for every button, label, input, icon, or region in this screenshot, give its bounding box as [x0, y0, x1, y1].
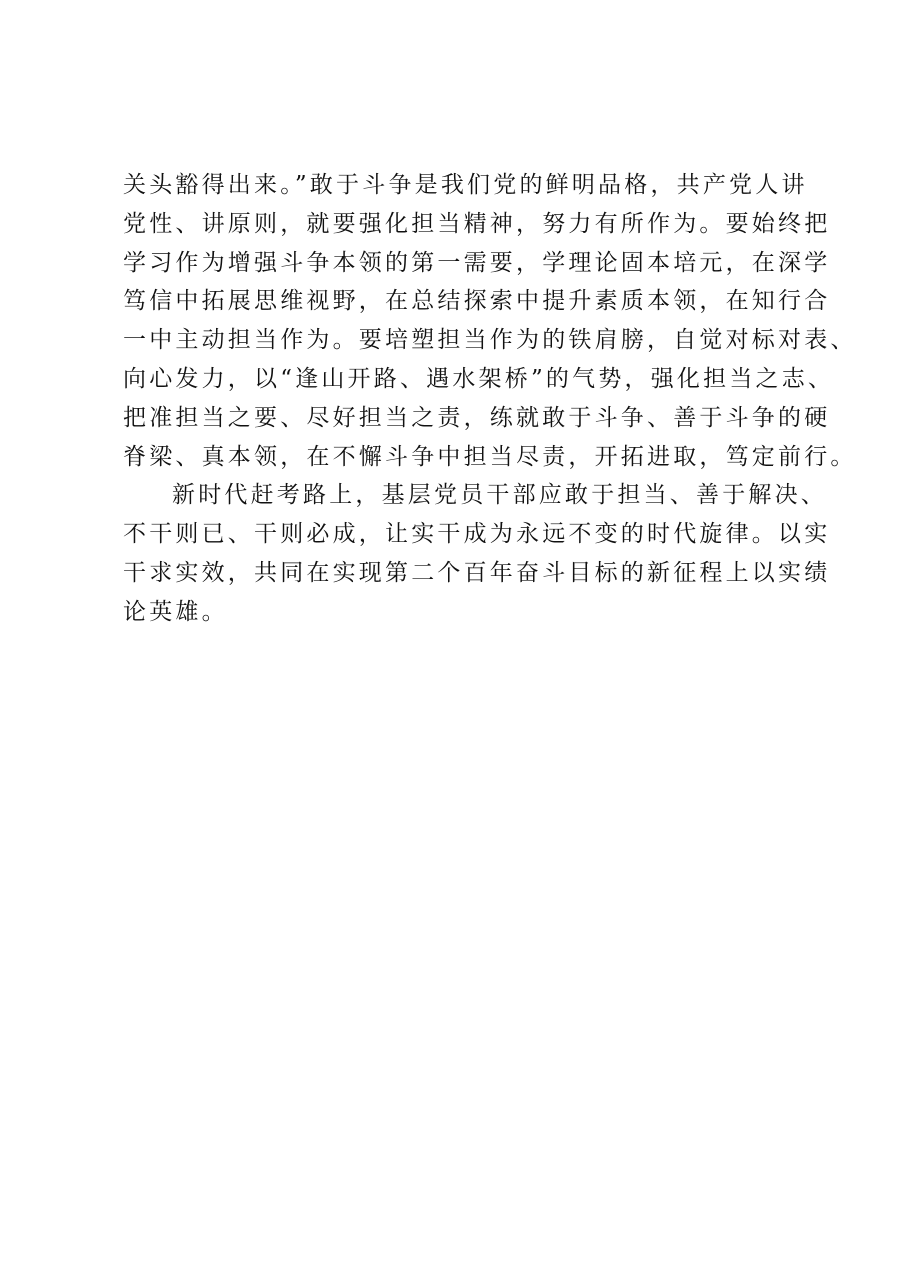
- paragraph-line: 不干则已、干则必成，让实干成为永远不变的时代旋律。以实: [123, 521, 831, 548]
- paragraph-line: 论英雄。: [123, 598, 228, 625]
- paragraph-line: 关头豁得出来。”敢于斗争是我们党的鲜明品格，共产党人讲: [123, 172, 808, 198]
- paragraph-line: 笃信中拓展思维视野，在总结探索中提升素质本领，在知行合: [123, 288, 831, 315]
- paragraph-line: 一中主动担当作为。要培塑担当作为的铁肩膀，自觉对标对表、: [123, 327, 857, 354]
- document-body: [123, 166, 857, 632]
- paragraph-line: 学习作为增强斗争本领的第一需要，学理论固本培元，在深学: [123, 249, 831, 276]
- paragraph-line: 把准担当之要、尽好担当之责，练就敢于斗争、善于斗争的硬: [123, 404, 831, 431]
- paragraph-line: 新时代赶考路上，基层党员干部应敢于担当、善于解决、: [172, 482, 827, 509]
- paragraph-line: 向心发力，以“逢山开路、遇水架桥”的气势，强化担当之志、: [123, 365, 835, 392]
- paragraph-line: 党性、讲原则，就要强化担当精神，努力有所作为。要始终把: [123, 210, 831, 237]
- paragraph-line: 干求实效，共同在实现第二个百年奋斗目标的新征程上以实绩: [123, 559, 831, 586]
- paragraph-1: [123, 166, 857, 476]
- paragraph-2: [123, 476, 831, 631]
- paragraph-line: 脊梁、真本领，在不懈斗争中担当尽责，开拓进取，笃定前行。: [123, 443, 857, 470]
